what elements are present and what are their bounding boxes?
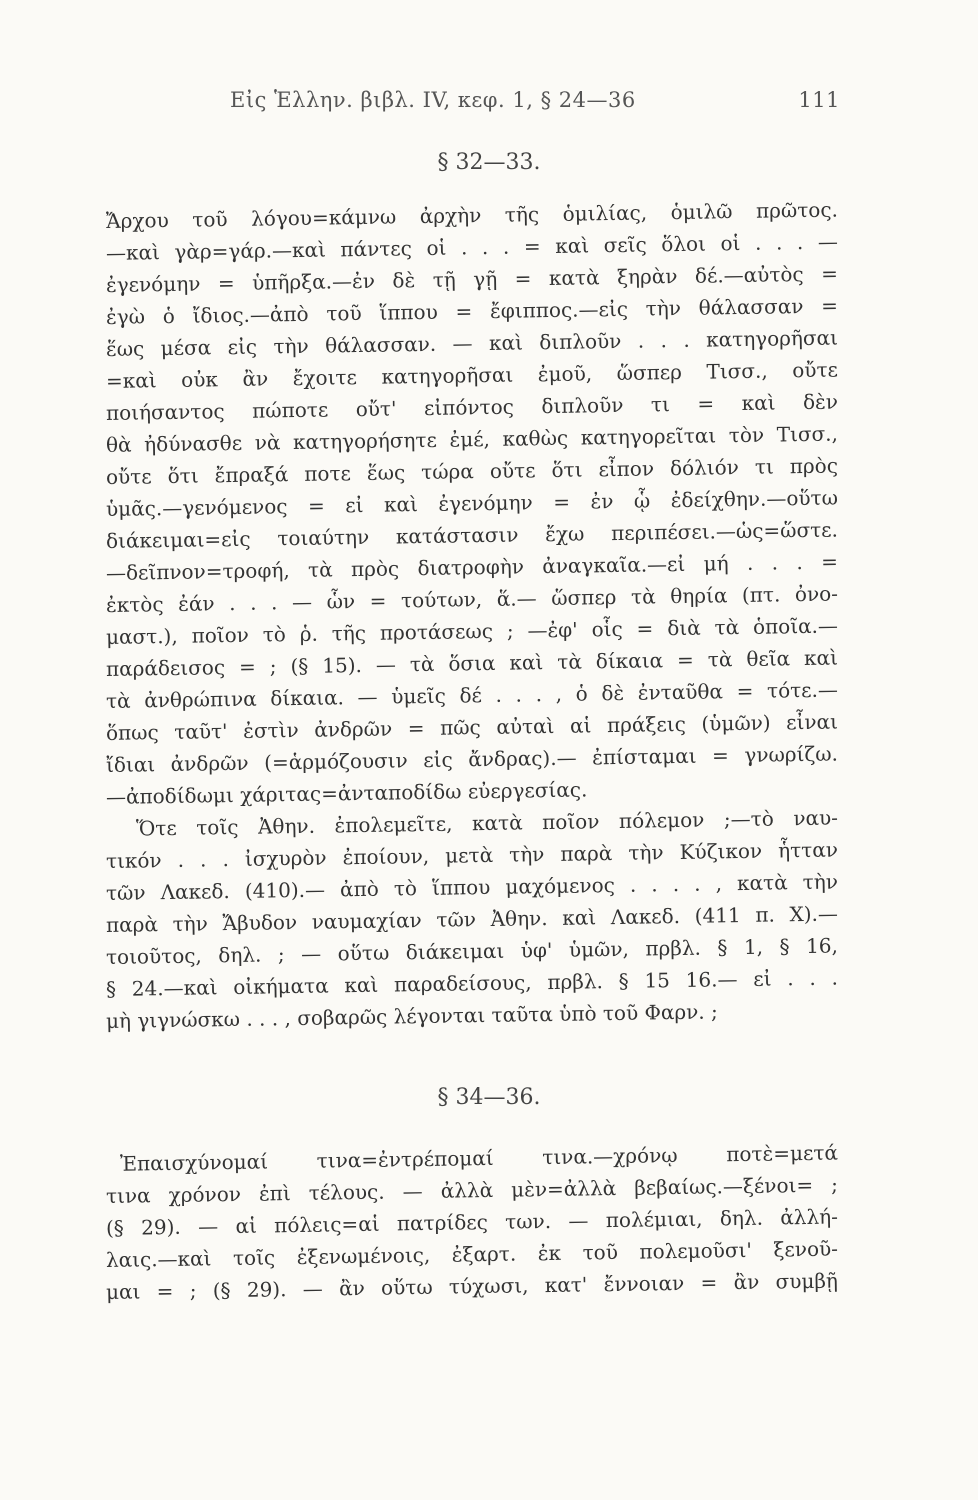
text-line: μὴ γιγνώσκω . . . , σοβαρῶς λέγονται ταῦτα ὑπὸ τοῦ Φαρν. ; xyxy=(105,999,718,1033)
text-line: § 24.—καὶ οἰκήματα καὶ παραδείσους, πρβλ. § 15 16.— εἰ . . . xyxy=(105,965,839,1001)
text-line: θὰ ἠδύνασθε νὰ κατηγορήσητε ἐμέ, καθὼς κατηγορεῖται τὸν Τισσ., xyxy=(105,421,839,457)
text-line: τινα χρόνον ἐπὶ τέλους. — ἀλλὰ μὲν=ἀλλὰ βεβαίως.—ξένοι= ; xyxy=(105,1172,839,1208)
text-line: μαι = ; (§ 29). — ἂν οὕτω τύχωσι, κατ' ἔννοιαν = ἂν συμβῇ xyxy=(105,1268,839,1304)
text-line: Ὅτε τοῖς Ἀθην. ἐπολεμεῖτε, κατὰ ποῖον πόλεμον ;—τὸ ναυ- xyxy=(135,805,839,841)
section-text-32-33 xyxy=(105,197,839,1037)
text-line: παράδεισος = ; (§ 15). — τὰ ὅσια καὶ τὰ δίκαια = τὰ θεῖα καὶ xyxy=(105,645,839,681)
text-line: τικόν . . . ἰσχυρὸν ἐποίουν, μετὰ τὴν παρὰ τὴν Κύζικον ἧτταν xyxy=(105,837,839,873)
text-line: ἐγὼ ὁ ἴδιος.—ἀπὸ τοῦ ἵππου = ἔφιππος.—εἰς τὴν θάλασσαν = xyxy=(105,293,839,329)
section-heading-32-33: § 32—33. xyxy=(437,150,541,175)
text-line: —ἀποδίδωμι χάριτας=ἀνταποδίδω εὐεργεσίας. xyxy=(105,777,588,809)
text-line: ποιήσαντος πώποτε οὔτ' εἰπόντος διπλοῦν τι = καὶ δὲν xyxy=(105,389,839,425)
text-line: οὔτε ὅτι ἔπραξά ποτε ἕως τώρα οὔτε ὅτι εἶπον δόλιόν τι πρὸς xyxy=(105,453,839,489)
section-text-34-36 xyxy=(105,1140,839,1308)
text-line: —δεῖπνον=τροφή, τὰ πρὸς διατροφὴν ἀναγκαῖα.—εἰ μή . . . = xyxy=(105,549,839,585)
text-line: τὰ ἀνθρώπινα δίκαια. — ὑμεῖς δέ . . . , ὁ δὲ ἐνταῦθα = τότε.— xyxy=(105,677,839,713)
text-line: Ἄρχου τοῦ λόγου=κάμνω ἀρχὴν τῆς ὁμιλίας, ὁμιλῶ πρῶτος. xyxy=(105,197,839,233)
text-line: τῶν Λακεδ. (410).— ἀπὸ τὸ ἵππου μαχόμενος . . . . , κατὰ τὴν xyxy=(105,869,839,905)
text-line: Ἐπαισχύνομαί τινα=ἐντρέπομαί τινα.—χρόνῳ ποτὲ=μετά xyxy=(119,1140,839,1176)
text-line: ὑμᾶς.—γενόμενος = εἰ καὶ ἐγενόμην = ἐν ᾧ ἐδείχθην.—οὕτω xyxy=(105,485,839,521)
page-header xyxy=(200,88,840,118)
text-line: —καὶ γὰρ=γάρ.—καὶ πάντες οἱ . . . = καὶ σεῖς ὅλοι οἱ . . . — xyxy=(105,229,839,265)
running-title: Εἰς Ἑλλην. βιβλ. IV, κεφ. 1, § 24—36 xyxy=(230,88,636,112)
text-line: (§ 29). — αἱ πόλεις=αἱ πατρίδες των. — πολέμιαι, δηλ. ἀλλή- xyxy=(105,1204,839,1240)
text-line: ὅπως ταῦτ' ἐστὶν ἀνδρῶν = πῶς αὐταὶ αἱ πράξεις (ὑμῶν) εἶναι xyxy=(105,709,839,745)
text-line: παρὰ τὴν Ἄβυδον ναυμαχίαν τῶν Ἀθην. καὶ Λακεδ. (411 π. Χ).— xyxy=(105,901,839,937)
text-line: =καὶ οὐκ ἂν ἔχοιτε κατηγορῆσαι ἐμοῦ, ὥσπερ Τισσ., οὔτε xyxy=(105,357,839,393)
text-line: μαστ.), ποῖον τὸ ῥ. τῆς προτάσεως ; —ἐφ' οἷς = διὰ τὰ ὁποῖα.— xyxy=(105,613,839,649)
text-line: ἐκτὸς ἐάν . . . — ὧν = τούτων, ἅ.— ὥσπερ τὰ θηρία (πτ. ὀνο- xyxy=(105,581,839,617)
text-line: ἕως μέσα εἰς τὴν θάλασσαν. — καὶ διπλοῦν . . . κατηγορῆσαι xyxy=(105,325,839,361)
text-line: ἴδιαι ἀνδρῶν (=ἁρμόζουσιν εἰς ἄνδρας).— ἐπίσταμαι = γνωρίζω. xyxy=(105,741,839,777)
section-heading-34-36: § 34—36. xyxy=(437,1085,541,1110)
page-number: 111 xyxy=(798,88,840,112)
text-line: ἐγενόμην = ὑπῆρξα.—ἐν δὲ τῇ γῇ = κατὰ ξηρὰν δέ.—αὐτὸς = xyxy=(105,261,839,297)
text-line: λαις.—καὶ τοῖς ἐξενωμένοις, ἐξαρτ. ἐκ τοῦ πολεμοῦσι' ξενοῦ- xyxy=(105,1236,839,1272)
text-line: τοιοῦτος, δηλ. ; — οὕτω διάκειμαι ὑφ' ὑμῶν, πρβλ. § 1, § 16, xyxy=(105,933,839,969)
text-line: διάκειμαι=εἰς τοιαύτην κατάστασιν ἔχω περιπέσει.—ὡς=ὥστε. xyxy=(105,517,839,553)
